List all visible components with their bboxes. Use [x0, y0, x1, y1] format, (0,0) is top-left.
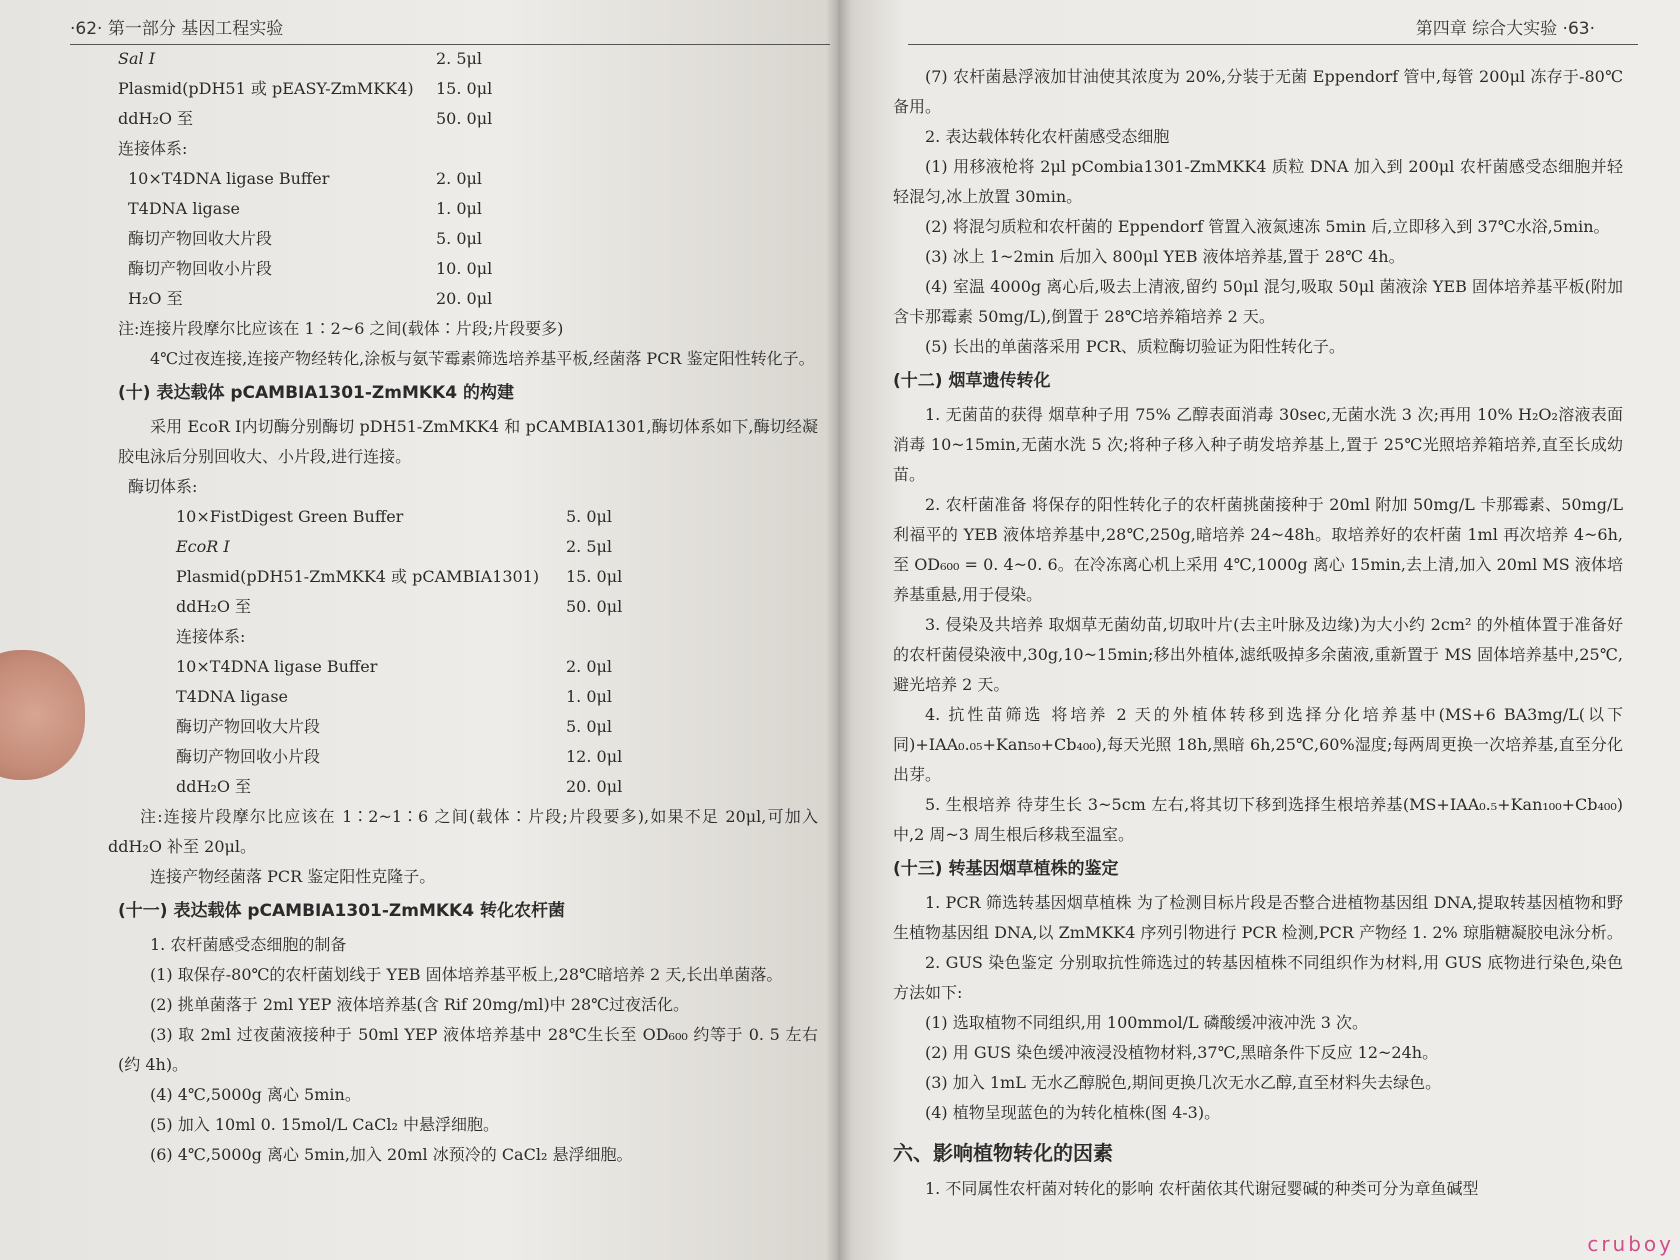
- paragraph: 采用 EcoR Ⅰ内切酶分别酶切 pDH51-ZmMKK4 和 pCAMBIA1301,酶切体系如下,酶切经凝胶电泳后分别回收大、小片段,进行连接。: [118, 417, 818, 466]
- step-item: (2) 将混匀质粒和农杆菌的 Eppendorf 管置入液氮速冻 5min 后,立即移入到 37℃水浴,5min。: [925, 217, 1610, 236]
- reagent-row: 10×T4DNA ligase Buffer 2. 0μl: [128, 169, 483, 188]
- step-item: (3) 加入 1mL 无水乙醇脱色,期间更换几次无水乙醇,直至材料失去绿色。: [925, 1073, 1442, 1092]
- step-item: (4) 植物呈现蓝色的为转化植株(图 4-3)。: [925, 1103, 1221, 1122]
- reagent-row: EcoR Ⅰ 2. 5μl: [176, 537, 613, 556]
- reagent-row: Plasmid(pDH51 或 pEASY-ZmMKK4) 15. 0μl: [118, 79, 493, 98]
- chapter-heading: 六、影响植物转化的因素: [893, 1141, 1113, 1165]
- paragraph: 2. GUS 染色鉴定 分别取抗性筛选过的转基因植株不同组织作为材料,用 GUS 底物进行染色,染色方法如下:: [893, 953, 1623, 1002]
- paragraph: 2. 农杆菌准备 将保存的阳性转化子的农杆菌挑菌接种于 20ml 附加 50mg/L 卡那霉素、50mg/L 利福平的 YEB 液体培养基中,28℃,250g,暗培养 24~48h。取培养好的农杆菌 1ml 再次培养 4~6h,至 OD₆₀₀ = 0. 4~0. 6。在冷冻离心机上采用 4℃,1000g 离心 15min,去上清,加入 20ml MS 液体培养基重悬,用于侵染。: [893, 495, 1623, 604]
- watermark-text: cruboy: [1587, 1232, 1674, 1256]
- reagent-row: 酶切产物回收大片段 5. 0μl: [176, 717, 613, 736]
- step-item: (2) 挑单菌落于 2ml YEP 液体培养基(含 Rif 20mg/ml)中 28℃过夜活化。: [150, 995, 690, 1014]
- right-page-header: 第四章 综合大实验 ·63·: [1415, 19, 1595, 39]
- paragraph: 1. 无菌苗的获得 烟草种子用 75% 乙醇表面消毒 30sec,无菌水洗 3 次;再用 10% H₂O₂溶液表面消毒 10~15min,无菌水洗 5 次;将种子移入种子萌发培养基上,置于 25℃光照培养箱培养,直至长成幼苗。: [893, 405, 1623, 484]
- right-page: [838, 0, 1680, 1260]
- left-body: [108, 44, 818, 1170]
- reagent-row: H₂O 至 20. 0μl: [128, 289, 493, 308]
- left-page: [0, 0, 838, 1260]
- reagent-row: Plasmid(pDH51-ZmMKK4 或 pCAMBIA1301) 15. 0μl: [176, 567, 623, 586]
- section-heading: (十二) 烟草遗传转化: [893, 371, 1051, 391]
- note-text: 注:连接片段摩尔比应该在 1∶2~1∶6 之间(载体∶片段;片段要多),如果不足 20μl,可加入 ddH₂O 补至 20μl。: [108, 807, 818, 856]
- reagent-row: ddH₂O 至 20. 0μl: [176, 777, 623, 796]
- reagent-row: ddH₂O 至 50. 0μl: [118, 109, 493, 128]
- note-text: 注:连接片段摩尔比应该在 1∶2~6 之间(载体∶片段;片段要多): [118, 319, 564, 338]
- step-item: (6) 4℃,5000g 离心 5min,加入 20ml 冰预冷的 CaCl₂ 悬浮细胞。: [150, 1145, 633, 1164]
- step-item: (5) 加入 10ml 0. 15mol/L CaCl₂ 中悬浮细胞。: [150, 1115, 499, 1134]
- reagent-row: 连接体系:: [118, 139, 188, 158]
- reagent-row: 10×FistDigest Green Buffer 5. 0μl: [176, 507, 613, 526]
- paragraph: (7) 农杆菌悬浮液加甘油使其浓度为 20%,分装于无菌 Eppendorf 管中,每管 200μl 冻存于-80℃备用。: [893, 67, 1623, 116]
- sub-heading: 2. 表达载体转化农杆菌感受态细胞: [925, 127, 1170, 146]
- section-heading: (十一) 表达载体 pCAMBIA1301-ZmMKK4 转化农杆菌: [118, 901, 565, 921]
- step-item: (5) 长出的单菌落采用 PCR、质粒酶切验证为阳性转化子。: [925, 337, 1345, 356]
- section-heading: (十) 表达载体 pCAMBIA1301-ZmMKK4 的构建: [118, 383, 514, 403]
- step-item: (3) 取 2ml 过夜菌液接种于 50ml YEP 液体培养基中 28℃生长至 OD₆₀₀ 约等于 0. 5 左右(约 4h)。: [118, 1025, 818, 1074]
- step-item: (1) 取保存-80℃的农杆菌划线于 YEB 固体培养基平板上,28℃暗培养 2 天,长出单菌落。: [150, 965, 783, 984]
- right-header-rule: [908, 44, 1638, 45]
- step-item: (1) 用移液枪将 2μl pCombia1301-ZmMKK4 质粒 DNA 加入到 200μl 农杆菌感受态细胞并轻轻混匀,冰上放置 30min。: [893, 157, 1623, 206]
- step-item: (1) 选取植物不同组织,用 100mmol/L 磷酸缓冲液冲洗 3 次。: [925, 1013, 1369, 1032]
- sub-heading: 1. 农杆菌感受态细胞的制备: [150, 935, 347, 954]
- reagent-row: T4DNA ligase 1. 0μl: [128, 199, 483, 218]
- step-item: (4) 室温 4000g 离心后,吸去上清液,留约 50μl 混匀,吸取 50μl 菌液涂 YEB 固体培养基平板(附加含卡那霉素 50mg/L),倒置于 28℃培养箱培养 2 天。: [893, 277, 1623, 326]
- paragraph: 1. 不同属性农杆菌对转化的影响 农杆菌依其代谢冠婴碱的种类可分为章鱼碱型: [925, 1179, 1479, 1198]
- paragraph: 连接产物经菌落 PCR 鉴定阳性克隆子。: [150, 867, 436, 886]
- reagent-row: ddH₂O 至 50. 0μl: [176, 597, 623, 616]
- reagent-row: 10×T4DNA ligase Buffer 2. 0μl: [176, 657, 613, 676]
- paragraph: 3. 侵染及共培养 取烟草无菌幼苗,切取叶片(去主叶脉及边缘)为大小约 2cm² 的外植体置于准备好的农杆菌侵染液中,30g,10~15min;移出外植体,滤纸吸掉多余菌液,重新置于 MS 固体培养基中,25℃,避光培养 2 天。: [893, 615, 1623, 694]
- reagent-row: 酶切产物回收小片段 10. 0μl: [128, 259, 493, 278]
- reagent-row: 连接体系:: [176, 627, 246, 646]
- paragraph: 1. PCR 筛选转基因烟草植株 为了检测目标片段是否整合进植物基因组 DNA,提取转基因植物和野生植物基因组 DNA,以 ZmMKK4 序列引物进行 PCR 检测,PCR 产物经 1. 2% 琼脂糖凝胶电泳分析。: [893, 893, 1623, 942]
- step-item: (3) 冰上 1~2min 后加入 800μl YEB 液体培养基,置于 28℃ 4h。: [925, 247, 1405, 266]
- step-item: (2) 用 GUS 染色缓冲液浸没植物材料,37℃,黑暗条件下反应 12~24h。: [925, 1043, 1439, 1062]
- thumb: [0, 650, 85, 780]
- reagent-row: Sal Ⅰ 2. 5μl: [118, 49, 483, 68]
- left-page-header: ·62· 第一部分 基因工程实验: [70, 19, 284, 39]
- paragraph: 4. 抗性苗筛选 将培养 2 天的外植体转移到选择分化培养基中(MS+6 BA3mg/L(以下同)+IAA₀.₀₅+Kan₅₀+Cb₄₀₀),每天光照 18h,黑暗 6h,25℃,60%湿度;每两周更换一次培养基,直至分化出芽。: [893, 705, 1623, 784]
- reagent-row: 酶切产物回收大片段 5. 0μl: [128, 229, 483, 248]
- right-body: [893, 62, 1623, 1204]
- digest-title: 酶切体系:: [128, 477, 198, 496]
- paragraph: 4℃过夜连接,连接产物经转化,涂板与氨苄霉素筛选培养基平板,经菌落 PCR 鉴定阳性转化子。: [150, 349, 815, 368]
- reagent-row: 酶切产物回收小片段 12. 0μl: [176, 747, 623, 766]
- step-item: (4) 4℃,5000g 离心 5min。: [150, 1085, 361, 1104]
- reagent-row: T4DNA ligase 1. 0μl: [176, 687, 613, 706]
- book-gutter: [826, 0, 852, 1260]
- paragraph: 5. 生根培养 待芽生长 3~5cm 左右,将其切下移到选择生根培养基(MS+IAA₀.₅+Kan₁₀₀+Cb₄₀₀)中,2 周~3 周生根后移栽至温室。: [893, 795, 1623, 844]
- section-heading: (十三) 转基因烟草植株的鉴定: [893, 859, 1119, 879]
